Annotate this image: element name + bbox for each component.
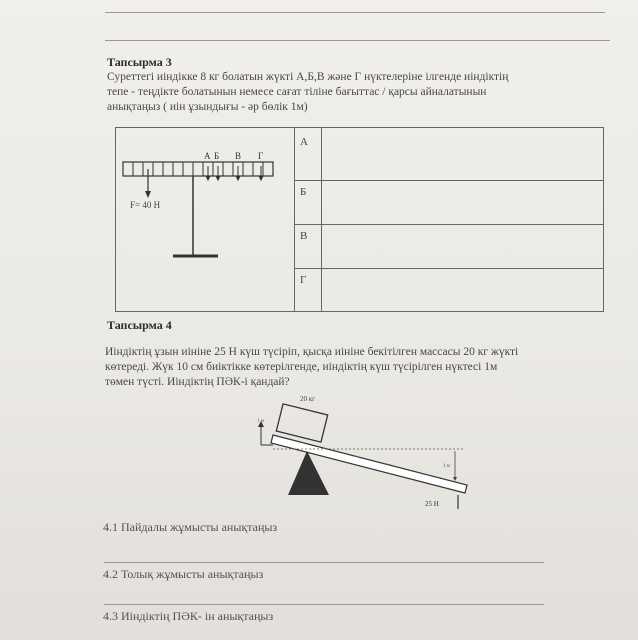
- answer-label-4-2: 4.2 Толық жұмысты анықтаңыз: [103, 567, 264, 581]
- answer-label-4-1: 4.1 Пайдалы жұмысты анықтаңыз: [103, 520, 278, 534]
- point-label-g: Г: [258, 151, 264, 161]
- answer-line[interactable]: [104, 562, 544, 563]
- force-label: F= 40 Н: [130, 200, 161, 210]
- task3-heading: Тапсырма 3: [107, 55, 172, 69]
- row-label-g: Г: [300, 274, 307, 286]
- answer-cell-b[interactable]: [322, 181, 603, 224]
- point-label-a: А: [204, 151, 211, 161]
- point-label-b: Б: [214, 151, 220, 161]
- load-box: [276, 404, 327, 442]
- point-label-v: В: [235, 151, 242, 161]
- force-label-25n: 25 Н: [425, 500, 439, 508]
- task3-text-line3: анықтаңыз ( иін ұзындығы - әр бөлік 1м): [107, 101, 308, 113]
- answer-cell-g[interactable]: [322, 269, 603, 310]
- short-arm-label: 1 м: [257, 419, 264, 424]
- answer-cell-a[interactable]: [322, 128, 603, 180]
- incline-lever-diagram: [245, 393, 475, 513]
- pivot-triangle: [288, 451, 329, 495]
- answer-line[interactable]: [104, 604, 544, 605]
- row-label-a: А: [300, 136, 308, 148]
- task3-text-line2: тепе - теңдікте болатынын немесе сағат тіліне бағыттас / қарсы айналатынын: [107, 86, 487, 98]
- task4-text-line1: Иіндіктің ұзын иініне 25 Н күш түсіріп, қысқа иініне бекітілген массасы 20 кг жүкті: [105, 346, 519, 358]
- task4-text-line3: төмен түсті. Иіндіктің ПӘК-і қандай?: [105, 376, 290, 388]
- lever-bar: [123, 162, 273, 176]
- answer-cell-v[interactable]: [322, 225, 603, 268]
- lever-diagram: [118, 145, 288, 265]
- row-label-v: В: [300, 230, 308, 242]
- task4-heading: Тапсырма 4: [107, 318, 172, 332]
- row-label-b: Б: [300, 186, 307, 198]
- drop-label: 1 м: [443, 464, 450, 469]
- answer-line: [105, 12, 605, 13]
- task4-text-line2: көтереді. Жүк 10 см биіктікке көтерілгенде, иіндіктің күш түсірілген нүктесі 1м: [105, 361, 498, 373]
- answer-label-4-3: 4.3 Иіндіктің ПӘК- ін анықтаңыз: [103, 609, 274, 623]
- task3-text-line1: Суреттегі иіндікке 8 кг болатын жүкті А,Б,В және Г нүктелеріне ілгенде иіндіктің: [107, 71, 509, 83]
- mass-label: 20 кг: [300, 395, 316, 403]
- answer-line: [105, 40, 610, 41]
